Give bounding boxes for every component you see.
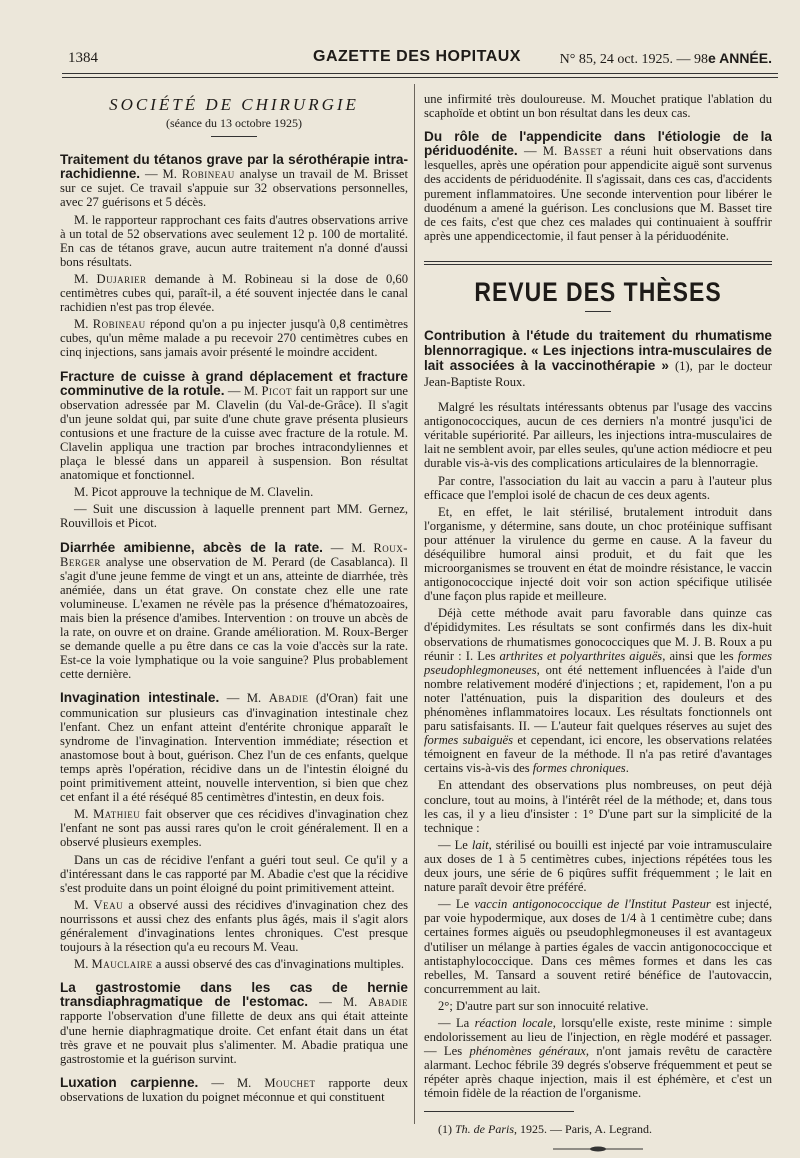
column-separator — [414, 84, 415, 1124]
article-diarrhee: Diarrhée amibienne, abcès de la rate. — M. Roux-Berger analyse une observation de M. Perard (de Casablanca). Il s'agit d'une jeune femme de vingt et un ans, atteinte de diarrhée, très anémiée, dans un état grave. On constate chez elle une rate volumineuse. L'examen ne révèle pas la présence d'hématozoaires, mais bien la présence d'amibes. Intervention : on trouve un abcès de la rate, on ouvre et on draine. Grande amélioration. M. Roux-Berger se demande quelle a pu être dans ce cas la voie d'accès sur la rate. Est-ce la voie lymphatique ou la voie sanguine? Plus probablement cette dernière. — [60, 539, 408, 682]
paragraph: M. le rapporteur rapprochant ces faits d'autres observations arrive à un total de 52 observations avec seulement 12 p. 100 de mortalité. En cas de tétanos grave, aucun autre traitement n'a donné d'aussi bons résultats. — [60, 212, 408, 269]
article-title: Du rôle de l'appendicite dans l'étiologie de la périduodénite. — [424, 129, 772, 159]
page-header — [62, 48, 772, 70]
author-name: Abadie — [268, 691, 309, 706]
author-name: Robineau — [92, 317, 146, 332]
article-title: Traitement du tétanos grave par la sérothérapie intra-rachidienne. — [60, 152, 408, 182]
issue-info — [560, 50, 772, 68]
author-name: Mauclaire — [91, 957, 153, 972]
paragraph: M. Picot approuve la technique de M. Clavelin. — [74, 485, 314, 500]
paragraph: En attendant des observations plus nombreuses, on peut déjà conclure, tout au moins, à l'intérêt réel de la méthode; et, dans tous les cas, il y a lieu d'insister : 1° D'une part sur la simplicité de la technique : — [424, 778, 772, 835]
section-subtitle: (séance du 13 octobre 1925) — [166, 116, 302, 131]
author-name: Robineau — [181, 167, 235, 182]
end-ornament — [424, 1144, 772, 1158]
author-name: Mouchet — [264, 1075, 316, 1090]
paragraph: 2°; D'autre part sur son innocuité relative. — [438, 998, 649, 1013]
paragraph: Et, en effet, le lait stérilisé, brutalement introduit dans l'organisme, y détermine, sans doute, un choc protéinique suffisant pour atténuer la virulence du germe en cause. A la faveur du déséquilibre humoral ainsi produit, et du fait que les microorganismes se trouvent en état de moindre résistance, le vaccin antigonococcique injecté doit voir son action spécifique utilisée d'une façon plus rapide et meilleure. — [424, 504, 772, 604]
header-rule — [62, 73, 778, 74]
thesis-author: , par le docteur Jean-Baptiste Roux. — [424, 359, 772, 390]
article-tetanos: Traitement du tétanos grave par la sérothérapie intra-rachidienne. — M. Robineau analyse un travail de M. Brisset sur ce sujet. Ce travail s'appuie sur 32 observations personnelles, avec 27 guérisons et 5 décès. M. le rapporteur rapprochant ces faits d'autres observations arrive à un total de 52 observations avec seulement 12 p. 100 de mortalité. En cas de tétanos grave, aucun autre traitement n'a donné d'aussi bons résultats. M. Dujarier demande à M. Robineau si la dose de 0,60 centimètres cubes qui, paraît-il, a été souvent injectée dans le canal rachidien n'est pas trop élevée. M. Robineau répond qu'on a pu injecter jusqu'à 0,8 centimètres cubes, qu'un même malade a pu recevoir 270 centimètres cubes en cinq injections, sans jamais avoir présenté le moindre accident. — [60, 152, 408, 360]
article-luxation: Luxation carpienne. — M. Mouchet rapporte deux observations de luxation du poignet méconnue et qui constituent — [60, 1074, 408, 1104]
footnote: (1) Th. de Paris, 1925. — Paris, A. Legrand. — [438, 1121, 652, 1136]
article-title: La gastrostomie dans les cas de hernie transdiaphragmatique de l'estomac. — [60, 980, 408, 1010]
article-title: Invagination intestinale. — [60, 690, 220, 706]
author-name: Abadie — [368, 995, 409, 1010]
paragraph-continued: une infirmité très douloureuse. M. Mouchet pratique l'ablation du scaphoïde et obtint un bon résultat dans les deux cas. — [424, 92, 772, 121]
left-column — [60, 92, 408, 1107]
author-name: Dujarier — [96, 271, 147, 286]
article-gastrostomie: La gastrostomie dans les cas de hernie transdiaphragmatique de l'estomac. — M. Abadie rapporte l'observation d'une fillette de deux ans qui était atteinte d'une hernie diaphragmatique droite. Cet enfant était dans un état très grave et ne pouvait plus s'alimenter. M. Abadie pratiqua une gastrostomie et la guérison survint. — [60, 980, 409, 1066]
article-fracture: Fracture de cuisse à grand déplacement et fracture comminutive de la rotule. — M. Picot fait un rapport sur une observation adressée par M. Clavelin (du Val-de-Grâce). Il s'agit d'un jeune soldat qui, par suite d'une chute grave présenta plusieurs contusions et une fracture de la cuisse avec fracture de la rotule. M. Clavelin appliqua une traction par broches intracondyliennes et plaça le blessé dans un appareil à suspension. Bon résultat anatomique et fonctionnel. M. Picot approuve la technique de M. Clavelin. — Suit une discussion à laquelle prennent part MM. Gernez, Rouvillois et Picot. — [60, 368, 409, 531]
issue-year: e ANNÉE. — [707, 50, 772, 66]
author-name: Basset — [563, 144, 603, 159]
footnote-rule — [424, 1111, 574, 1112]
ornament-line-icon — [553, 1145, 643, 1153]
article-periduodenite: Du rôle de l'appendicite dans l'étiologie de la périduodénite. — M. Basset a réuni huit observations dans lesquelles, après une opération pour appendicite aiguë sont survenus des accidents de périduodénite. Il s'agissait, dans ces cas, d'accidents purement inflammatoires. Une seconde intervention pour libérer le duodénum a amené la guérison. Les conclusions que M. Basset tire de ces faits, c'est que chez ces malades qui continuaient à souffrir après une appendicectomie, il faut penser à la périduodénite. — [424, 129, 772, 243]
paragraph: Par contre, l'association du lait au vaccin a paru à l'auteur plus efficace que l'emploi isolé de chacun de ces deux agents. — [424, 473, 772, 502]
paragraph: Déjà cette méthode avait paru favorable dans quinze cas d'épididymites. Les résultats se sont confirmés dans les dix-huit observations de rhumatismes gonococciques que M. J. B. Roux a pu réunir : I. Les arthrites et polyarthrites aiguës, ainsi que les formes pseudophlegmoneuses, ont été nettement influencées à l'aide d'un nombre relativement modéré d'injections ; et, rapidement, l'on a pu noter l'atténuation, puis la disparition des douleurs et des phénomènes inflammatoires locaux. Les résultats fonctionnels ont paru satisfaisants. II. — L'auteur fait quelques réserves au sujet des formes subaiguës et cependant, ici encore, les observations relatées témoignent en faveur de la méthode. Il n'a pas retiré d'avantages certains vis-à-vis des formes chroniques. — [424, 606, 772, 776]
author-name: Mathieu — [93, 807, 141, 822]
issue-date: N° 85, 24 oct. 1925. — 98 — [559, 52, 708, 67]
paragraph: — Le vaccin antigonococcique de l'Institut Pasteur est injecté, par voie hypodermique, aux doses de 1/4 à 1 centimètre cube; dans certaines formes aiguës ou pseudophlegmoneuses il est avantageux d'utiliser un mélange à parties égales de vaccin antigonococcique et antistaphylococcique. Dans ces mêmes formes et dans les cas rebelles, M. Tansard a souvent retiré bénéfice de l'autovaccin, concurremment au lait. — [424, 897, 772, 996]
author-name: Veau — [93, 897, 124, 912]
paragraph: Dans un cas de récidive l'enfant a guéri tout seul. Ce qu'il y a d'intéressant dans le cas rapporté par M. Abadie c'est que la récidive s'est produite dans un point éloigné du point primitivement atteint. — [60, 852, 408, 895]
author-name: Picot — [261, 383, 292, 398]
paragraph: — Suit une discussion à laquelle prennent part MM. Gernez, Rouvillois et Picot. — [60, 502, 408, 531]
paragraph: — Le lait, stérilisé ou bouilli est injecté par voie intramusculaire aux doses de 1 à 5 centimètres cubes, injections répétées tous les deux jours, une série de 6 piqûres suffit fréquemment ; le lait en nature paraît devoir être préféré. — [424, 837, 772, 895]
section-divider — [424, 261, 772, 265]
section-rule — [211, 136, 257, 137]
article-title: Fracture de cuisse à grand déplacement et fracture comminutive de la rotule. — [60, 368, 408, 398]
paragraph: Malgré les résultats intéressants obtenus par l'usage des vaccins antigonococciques, aucun de ces derniers n'a montré jusqu'ici de véritable supériorité. Par ailleurs, les injections intra-musculaires de lait ne semblent avoir, par elles seules, qu'une action médiocre et peu durable vis-à-vis des complications articulaires de la blennorragie. — [424, 400, 772, 471]
review-title: REVUE DES THÈSES — [474, 276, 722, 307]
review-rule — [585, 311, 611, 312]
article-invagination: Invagination intestinale. — M. Abadie (d'Oran) fait une communication sur plusieurs cas d'invagination intestinale chez l'enfant. Chez un enfant atteint d'entérite chronique apparaît le syndrome de l'invagination. Intervention immédiate; résection et anastomose bout à bout, guérison. Chez l'un de ces enfants, quelque temps après l'opération, récidive dans un de l'intestin éloigné du point primitivement atteint, nouvelle intervention, si bien que chez cet enfant il a été réséqué 85 centimètres d'intestin, en deux fois. M. Mathieu fait observer que ces récidives d'invagination chez l'enfant ne sont pas aussi rares qu'on le croit généralement. Il en a observé plusieurs exemples. Dans un cas de récidive l'enfant a guéri tout seul. Ce qu'il y a d'intéressant dans le cas rapporté par M. Abadie c'est que la récidive s'est produite dans un point éloigné du point primitivement atteint. M. Veau a observé aussi des récidives d'invagination chez des nourrissons et aussi chez des enfants plus âgés, mais il s'agit alors généralement d'invaginations lentes chroniques. C'est presque toujours à la résection qu'a eu recours M. Veau. M. Mauclaire a aussi observé des cas d'invaginations multiples. — [60, 690, 408, 972]
header-rule-2 — [62, 77, 778, 78]
right-column — [424, 92, 772, 1158]
article-title: Luxation carpienne. — [60, 1074, 199, 1090]
page-number: 1384 — [68, 50, 98, 66]
journal-title: GAZETTE DES HOPITAUX — [313, 48, 521, 65]
thesis-title: Contribution à l'étude du traitement du rhumatisme blennorragique. « Les injections intra-musculaires de lait associées à la vaccinothérapie » (1), par le docteur Jean-Baptiste Roux. — [424, 328, 772, 390]
section-title: SOCIÉTÉ DE CHIRURGIE — [109, 95, 359, 114]
footnote-ref: (1) — [674, 359, 690, 374]
paragraph: — La réaction locale, lorsqu'elle existe, reste minime : simple endolorissement au lieu de l'injection, en règle modéré et passager. — Les phénomènes généraux, n'ont jamais revêtu de caractère alarmant. Lechoc fébrile 39 degrés s'observe fréquemment et peut se répéter après chaque injection, mais il est éphémère, et c'est un témoin fidèle de la réaction de l'organisme. — [424, 1015, 772, 1101]
author-name: Roux-Berger — [60, 540, 408, 569]
article-title: Diarrhée amibienne, abcès de la rate. — [60, 539, 323, 555]
